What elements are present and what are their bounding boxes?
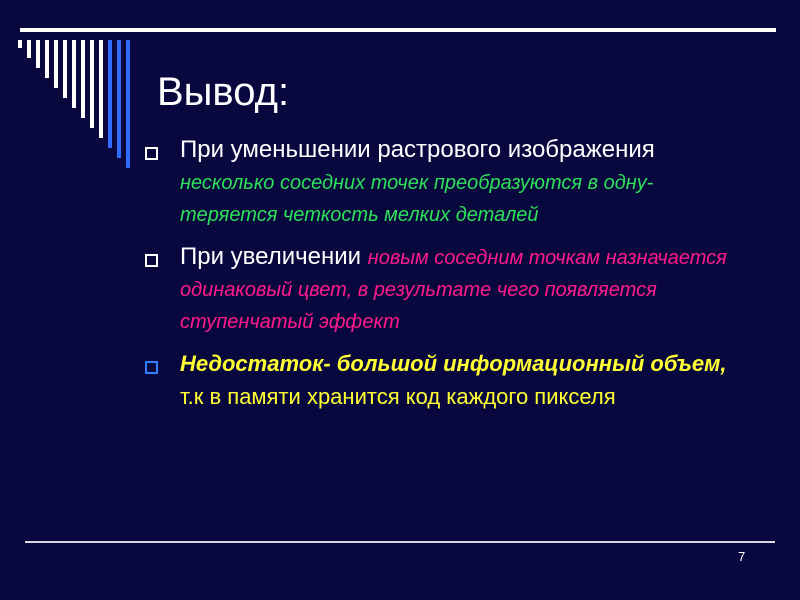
- bullet-item-enlargement: [145, 242, 755, 339]
- bullet-text-green: несколько соседних точек преобразуются в одну- теряется четкость мелких деталей: [180, 172, 654, 226]
- bullet-text-yellow: т.к в памяти хранится код каждого пикселя: [180, 384, 616, 409]
- bullet-text-white: При уменьшении растрового изображения: [180, 136, 655, 163]
- slide-title: Вывод:: [157, 70, 290, 114]
- square-bullet-icon: [145, 361, 158, 374]
- bullet-list: [145, 135, 755, 425]
- bullet-item-reduction: [145, 135, 755, 232]
- square-bullet-icon: [145, 147, 158, 160]
- bullet-text-white: При увеличении: [180, 243, 368, 270]
- bullet-text-pink: новым соседним точкам назначается одинаковый цвет, в результате чего появляется ступенчатый эффект: [180, 247, 727, 333]
- bullet-text-yellow-bold: Недостаток- большой информационный объем,: [180, 351, 727, 376]
- bullet-item-disadvantage: [145, 349, 755, 415]
- square-bullet-icon: [145, 254, 158, 267]
- bottom-rule: [25, 541, 775, 543]
- decorative-stripes: [0, 0, 140, 170]
- page-number: 7: [738, 549, 746, 564]
